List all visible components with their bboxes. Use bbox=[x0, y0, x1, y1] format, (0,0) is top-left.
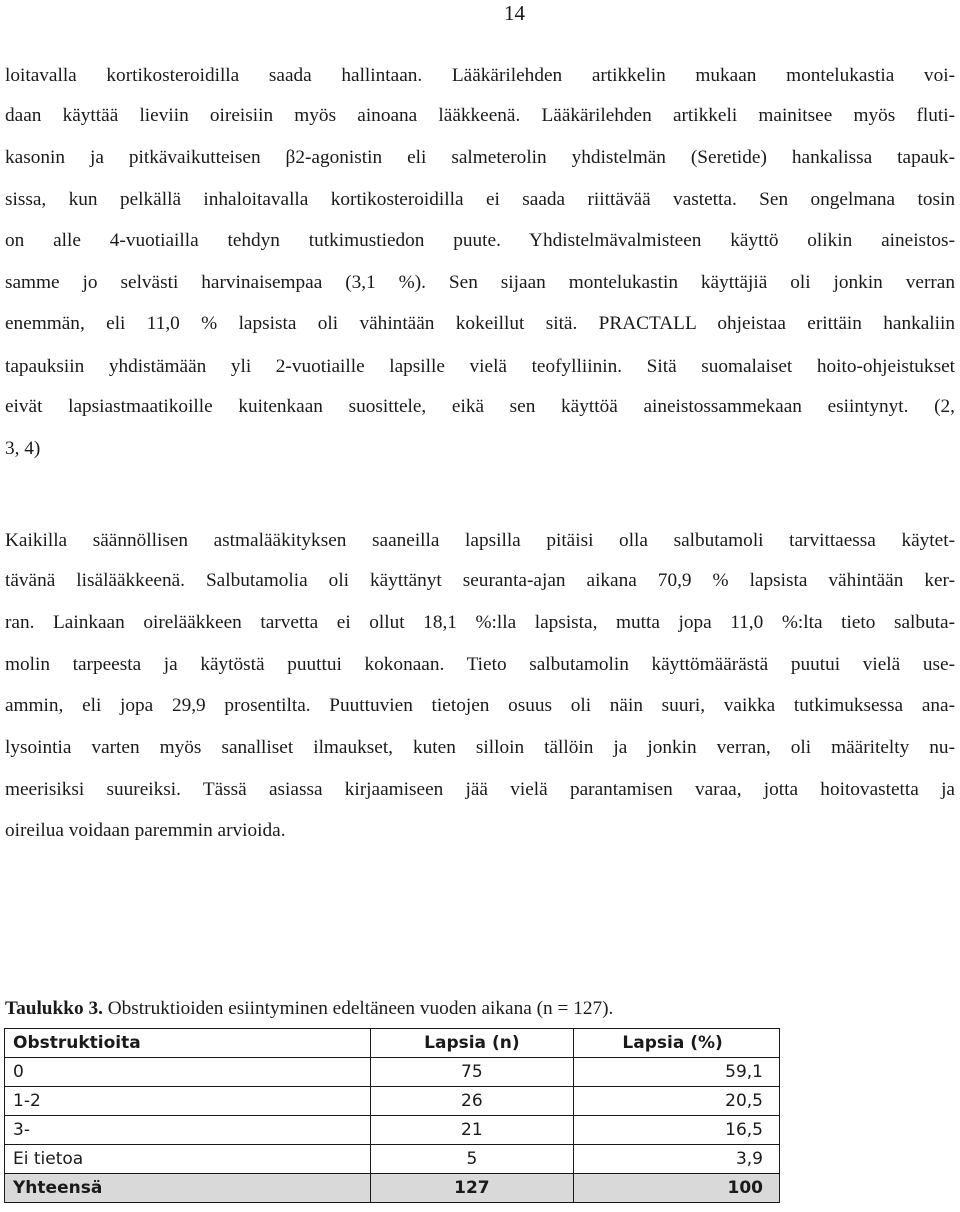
text-line: lysointia varten myös sanalliset ilmaukset, kuten silloin tällöin ja jonkin verran, oli määritelty nu- bbox=[5, 737, 955, 758]
table-header-row bbox=[5, 1029, 780, 1058]
table-cell: 127 bbox=[370, 1174, 574, 1203]
table-cell: 5 bbox=[370, 1145, 574, 1174]
text-line: sissa, kun pelkällä inhaloitavalla kortikosteroidilla ei saada riittävää vastetta. Sen ongelmana tosin bbox=[5, 189, 955, 210]
text-line: loitavalla kortikosteroidilla saada hallintaan. Lääkärilehden artikkelin mukaan montelukastia voi- bbox=[5, 65, 955, 86]
text-line: enemmän, eli 11,0 % lapsista oli vähintään kokeillut sitä. PRACTALL ohjeistaa erittäin hankaliin bbox=[5, 313, 955, 334]
text-line: tävänä lisälääkkeenä. Salbutamolia oli käyttänyt seuranta-ajan aikana 70,9 % lapsista vähintään ker- bbox=[5, 570, 955, 591]
text-line: molin tarpeesta ja käytöstä puuttui kokonaan. Tieto salbutamolin käyttömäärästä puutui vielä use- bbox=[5, 654, 955, 675]
text-line: on alle 4-vuotiailla tehdyn tutkimustiedon puute. Yhdistelmävalmisteen käyttö olikin aineistos- bbox=[5, 230, 955, 251]
text-line: ammin, eli jopa 29,9 prosentilta. Puuttuvien tietojen osuus oli näin suuri, vaikka tutkimuksessa ana- bbox=[5, 695, 955, 716]
table-cell: 1-2 bbox=[5, 1087, 371, 1116]
table-cell: 26 bbox=[370, 1087, 574, 1116]
table-cell: 59,1 bbox=[574, 1058, 780, 1087]
table-cell: 0 bbox=[5, 1058, 371, 1087]
text-line: meerisiksi suureiksi. Tässä asiassa kirjaamiseen jää vielä parantamisen varaa, jotta hoitovastetta ja bbox=[5, 779, 955, 800]
text-line: eivät lapsiastmaatikoille kuitenkaan suosittele, eikä sen käyttöä aineistossammekaan esiintynyt. (2, bbox=[5, 396, 955, 417]
table-row bbox=[5, 1087, 780, 1116]
table-cell: 3- bbox=[5, 1116, 371, 1145]
text-line: samme jo selvästi harvinaisempaa (3,1 %). Sen sijaan montelukastin käyttäjiä oli jonkin verran bbox=[5, 272, 955, 293]
text-line: kasonin ja pitkävaikutteisen β2-agonistin eli salmeterolin yhdistelmän (Seretide) hankalissa tapauk- bbox=[5, 147, 955, 168]
text-line: 3, 4) bbox=[5, 438, 41, 459]
table-caption-text: Obstruktioiden esiintyminen edeltäneen vuoden aikana (n = 127). bbox=[102, 998, 614, 1019]
table-row bbox=[5, 1058, 780, 1087]
table-cell: 16,5 bbox=[574, 1116, 780, 1145]
table-cell: 100 bbox=[574, 1174, 780, 1203]
table-cell: 75 bbox=[370, 1058, 574, 1087]
column-header: Obstruktioita bbox=[5, 1029, 371, 1058]
column-header: Lapsia (%) bbox=[574, 1029, 780, 1058]
text-line: oireilua voidaan paremmin arvioida. bbox=[5, 820, 286, 841]
table-total-row bbox=[5, 1174, 780, 1203]
table-row bbox=[5, 1145, 780, 1174]
text-line: daan käyttää lieviin oireisiin myös ainoana lääkkeenä. Lääkärilehden artikkeli mainitsee myös fluti- bbox=[5, 105, 955, 126]
table-row bbox=[5, 1116, 780, 1145]
table-cell: Ei tietoa bbox=[5, 1145, 371, 1174]
page-number: 14 bbox=[504, 1, 525, 25]
table-cell: 20,5 bbox=[574, 1087, 780, 1116]
table-caption-label: Taulukko 3. bbox=[5, 998, 103, 1019]
text-line: tapauksiin yhdistämään yli 2-vuotiaille lapsille vielä teofylliinin. Sitä suomalaiset hoito-ohjeistukset bbox=[5, 356, 955, 377]
table-caption bbox=[5, 996, 613, 1022]
text-line: ran. Lainkaan oirelääkkeen tarvetta ei ollut 18,1 %:lla lapsista, mutta jopa 11,0 %:lta tieto salbuta- bbox=[5, 612, 955, 633]
text-line: Kaikilla säännöllisen astmalääkityksen saaneilla lapsilla pitäisi olla salbutamoli tarvittaessa käytet- bbox=[5, 530, 955, 551]
table-cell: Yhteensä bbox=[5, 1174, 371, 1203]
obstructions-table bbox=[4, 1028, 780, 1203]
table-cell: 3,9 bbox=[574, 1145, 780, 1174]
column-header: Lapsia (n) bbox=[370, 1029, 574, 1058]
table-cell: 21 bbox=[370, 1116, 574, 1145]
